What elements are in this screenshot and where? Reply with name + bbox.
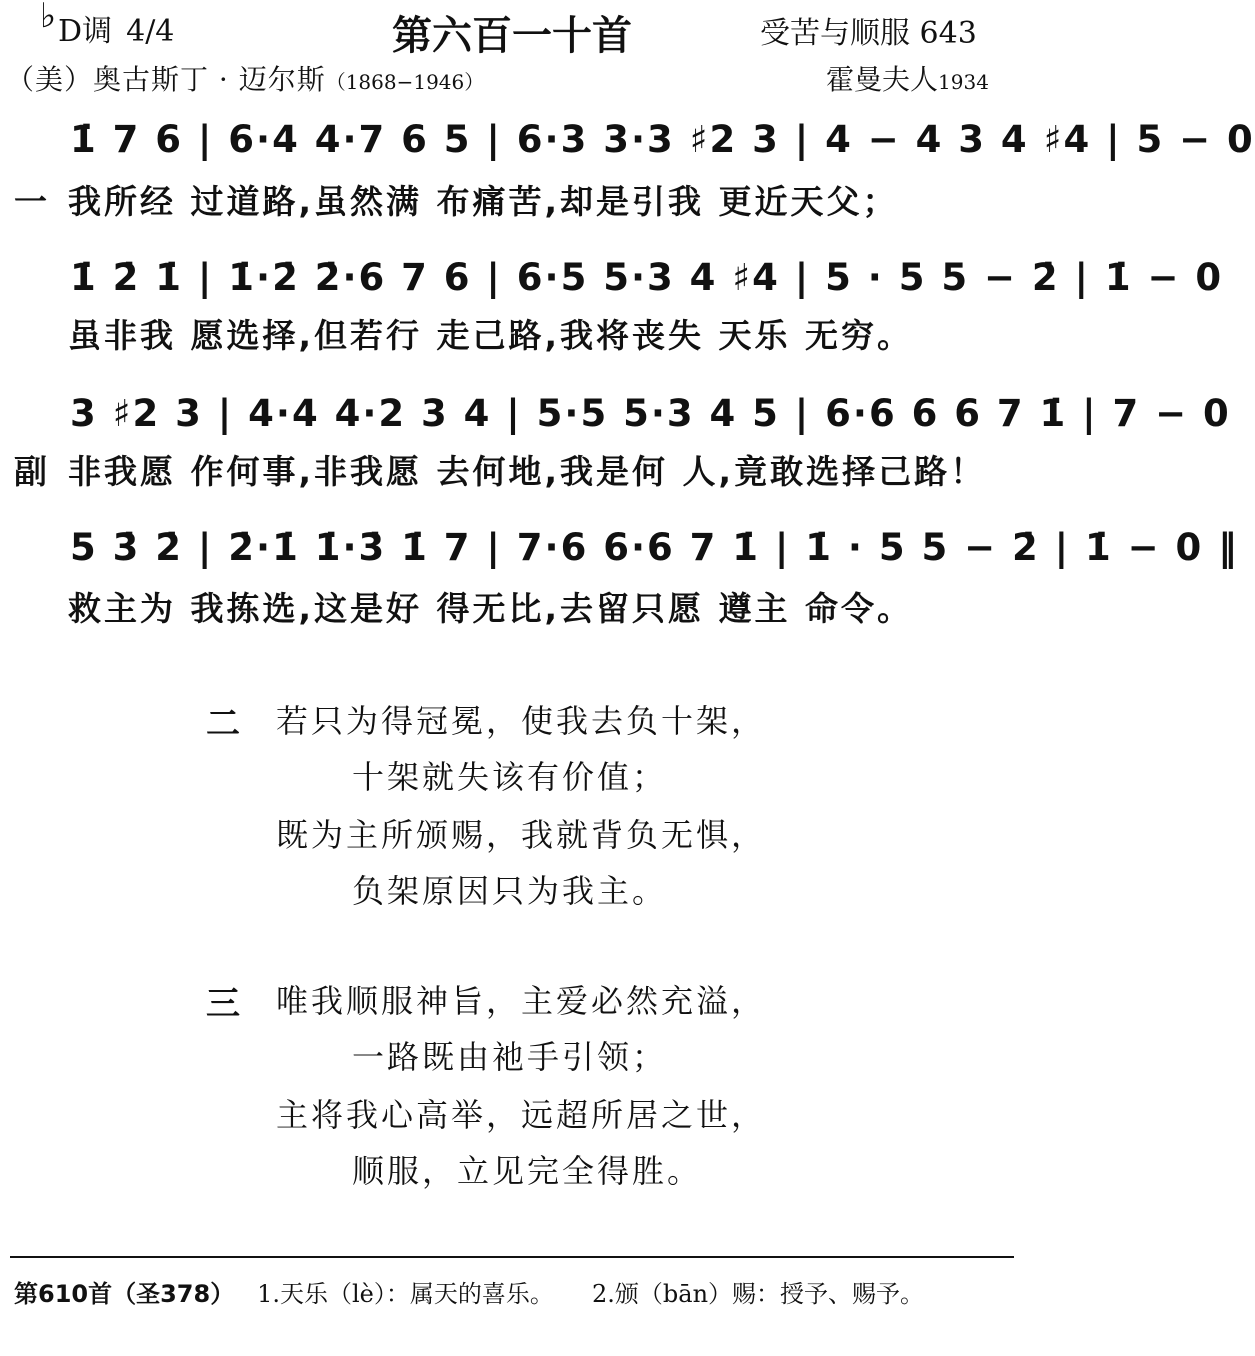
verse-2-line-4: 负架原因只为我主。: [352, 872, 668, 910]
key-label: D调: [58, 14, 113, 49]
verse-2-line-2: 十架就失该有价值；: [352, 758, 668, 796]
key-signature: [40, 0, 175, 50]
verse-label-1: 一: [14, 182, 47, 221]
footnote-ref: 第610首（圣378）: [14, 1280, 235, 1308]
verse-3-line-2: 一路既由祂手引领；: [352, 1038, 668, 1076]
lyric-line-1: 我所经 过道路,虽然满 布痛苦,却是引我 更近天父；: [68, 182, 899, 221]
verse-3-line-3: 主将我心高举，远超所居之世，: [276, 1096, 767, 1134]
verse-3-line-1: 唯我顺服神旨，主爱必然充溢，: [276, 982, 767, 1020]
notation-line-1: 1̇ 7 6 | 6·4 4·7 6 5 | 6·3 3·3 ♯2 3 | 4 − 4 3 4 ♯4 | 5 − 0: [70, 118, 1255, 161]
composer-years: （1868−1946）: [325, 70, 485, 94]
time-signature: 4/4: [126, 14, 175, 49]
notation-line-3: 3 ♯2 3 | 4·4 4·2 3 4 | 5·5 5·3 4 5 | 6·6 6 6 7 1̇ | 7 − 0: [70, 392, 1231, 435]
lyricist-year: 1934: [938, 70, 989, 94]
lyric-line-3: 非我愿 作何事,非我愿 去何地,我是何 人,竟敢选择己路！: [68, 452, 987, 491]
notation-line-2: 1̇ 2̇ 1̇ | 1̇·2̇ 2̇·6 7 6 | 6·5 5·3 4 ♯4 | 5 · 5 5 − 2̇ | 1̇ − 0: [70, 256, 1224, 299]
lyric-line-2: 虽非我 愿选择,但若行 走己路,我将丧失 天乐 无穷。: [68, 316, 914, 355]
notation-line-4: 5 3̇ 2̇ | 2̇·1̇ 1̇·3̇ 1̇ 7 | 7·6 6·6 7 1̇ | 1̇ · 5 5 − 2̇ | 1̇ − 0 ‖: [70, 526, 1239, 569]
footer-divider: [10, 1256, 1014, 1258]
refrain-label: 副: [14, 452, 47, 491]
composer: [6, 58, 484, 98]
lyricist-name: 霍曼夫人: [826, 63, 939, 96]
footnote: [14, 1276, 1014, 1312]
footnote-1: 1.天乐（lè）：属天的喜乐。: [257, 1280, 554, 1308]
hymn-category: 受苦与顺服 643: [760, 16, 977, 51]
composer-name: （美）奥古斯丁 · 迈尔斯: [6, 63, 326, 96]
verse-3-line-4: 顺服，立见完全得胜。: [352, 1152, 703, 1190]
verse-number-2: 二: [206, 704, 240, 744]
footnote-2: 2.颁（bān）赐：授予、赐予。: [592, 1280, 925, 1308]
verse-2-line-3: 既为主所颁赐，我就背负无惧，: [276, 816, 767, 854]
lyricist: [826, 58, 989, 98]
hymn-title: 第六百一十首: [392, 13, 632, 59]
flat-icon: ♭: [40, 0, 57, 36]
verse-2-line-1: 若只为得冠冕，使我去负十架，: [276, 702, 767, 740]
verse-number-3: 三: [206, 984, 240, 1024]
lyric-line-4: 救主为 我拣选,这是好 得无比,去留只愿 遵主 命令。: [68, 589, 914, 628]
